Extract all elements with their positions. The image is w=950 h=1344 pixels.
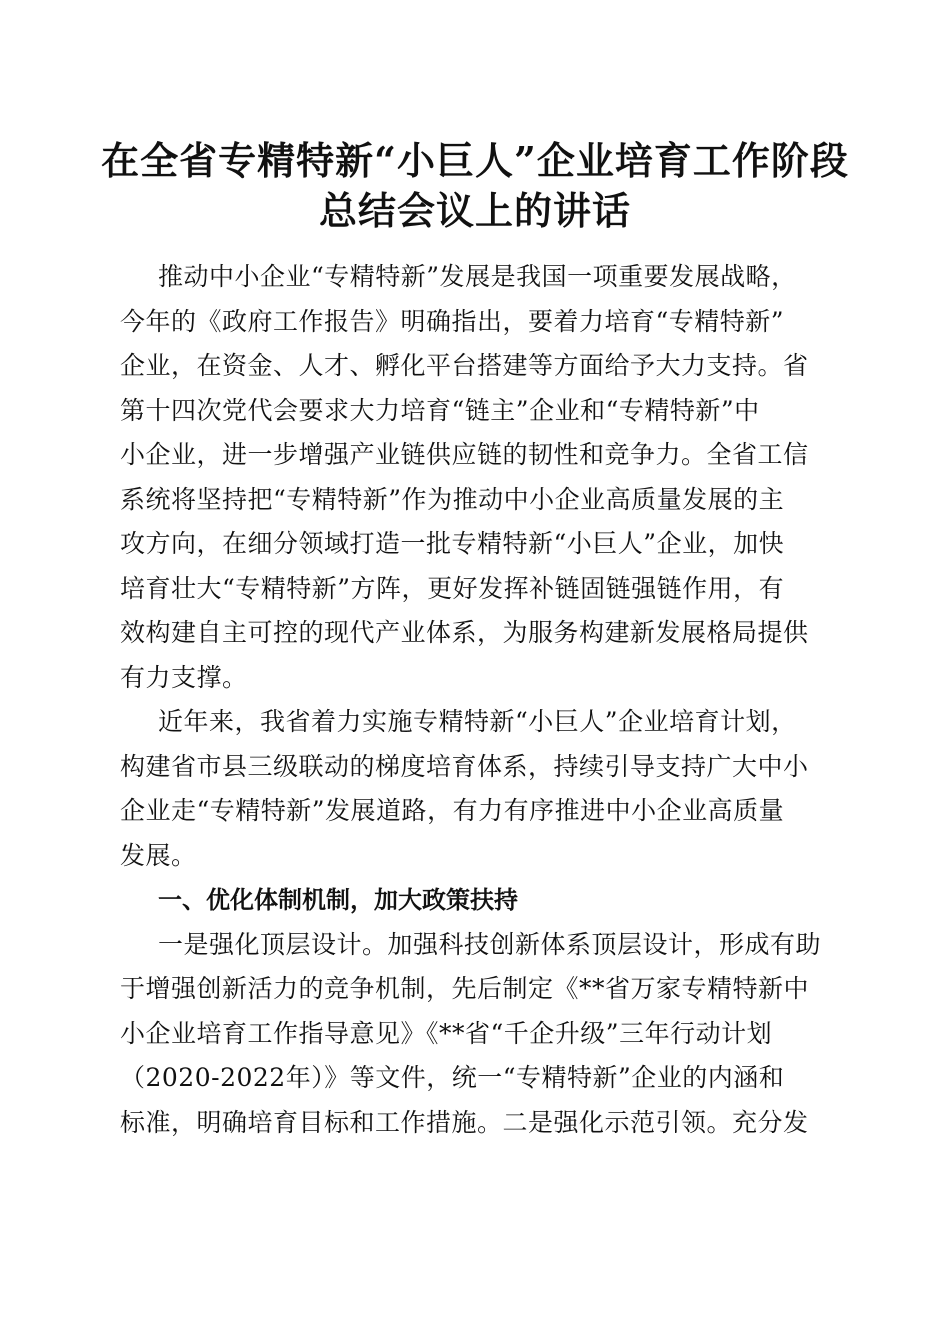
text-line: 今年的《政府工作报告》明确指出，要着力培育“专精特新” (120, 306, 785, 336)
document-title-line-1: 在全省专精特新“小巨人”企业培育工作阶段 (101, 138, 849, 183)
text-line: 培育壮大“专精特新”方阵，更好发挥补链固链强链作用，有 (120, 573, 785, 603)
paragraph-2 (120, 700, 834, 878)
paragraph-3 (120, 923, 834, 1146)
text-line: 有力支撑。 (120, 662, 248, 692)
text-line: 企业走“专精特新”发展道路，有力有序推进中小企业高质量 (120, 796, 785, 825)
text-line: 近年来，我省着力实施专精特新“小巨人”企业培育计划， (158, 707, 797, 736)
text-line: 标准，明确培育目标和工作措施。二是强化示范引领。充分发 (120, 1107, 809, 1137)
document-body (120, 255, 834, 1145)
text-line: 小企业，进一步增强产业链供应链的韧性和竞争力。全省工信 (120, 440, 809, 469)
section-heading: 一、优化体制机制，加大政策扶持 (158, 886, 518, 914)
text-line: 效构建自主可控的现代产业体系，为服务构建新发展格局提供 (120, 618, 809, 647)
text-line: 攻方向，在细分领域打造一批专精特新“小巨人”企业，加快 (120, 529, 785, 558)
text-line: 系统将坚持把“专精特新”作为推动中小企业高质量发展的主 (120, 484, 785, 514)
text-line: 发展。 (120, 840, 197, 870)
paragraph-1 (120, 255, 834, 700)
text-line: 推动中小企业“专精特新”发展是我国一项重要发展战略， (158, 262, 797, 291)
text-line: （2020-2022年）》等文件，统一“专精特新”企业的内涵和 (120, 1063, 785, 1092)
text-line: 构建省市县三级联动的梯度培育体系，持续引导支持广大中小 (120, 751, 809, 781)
document-title-line-2: 总结会议上的讲话 (318, 188, 631, 233)
text-line: 一是强化顶层设计。加强科技创新体系顶层设计，形成有助 (158, 929, 822, 959)
text-line: 第十四次党代会要求大力培育“链主”企业和“专精特新”中 (120, 395, 760, 425)
text-line: 小企业培育工作指导意见》《**省“千企升级”三年行动计划 (120, 1018, 773, 1048)
text-line: 企业，在资金、人才、孵化平台搭建等方面给予大力支持。省 (120, 351, 809, 380)
text-line: 于增强创新活力的竞争机制，先后制定《**省万家专精特新中 (120, 974, 810, 1003)
